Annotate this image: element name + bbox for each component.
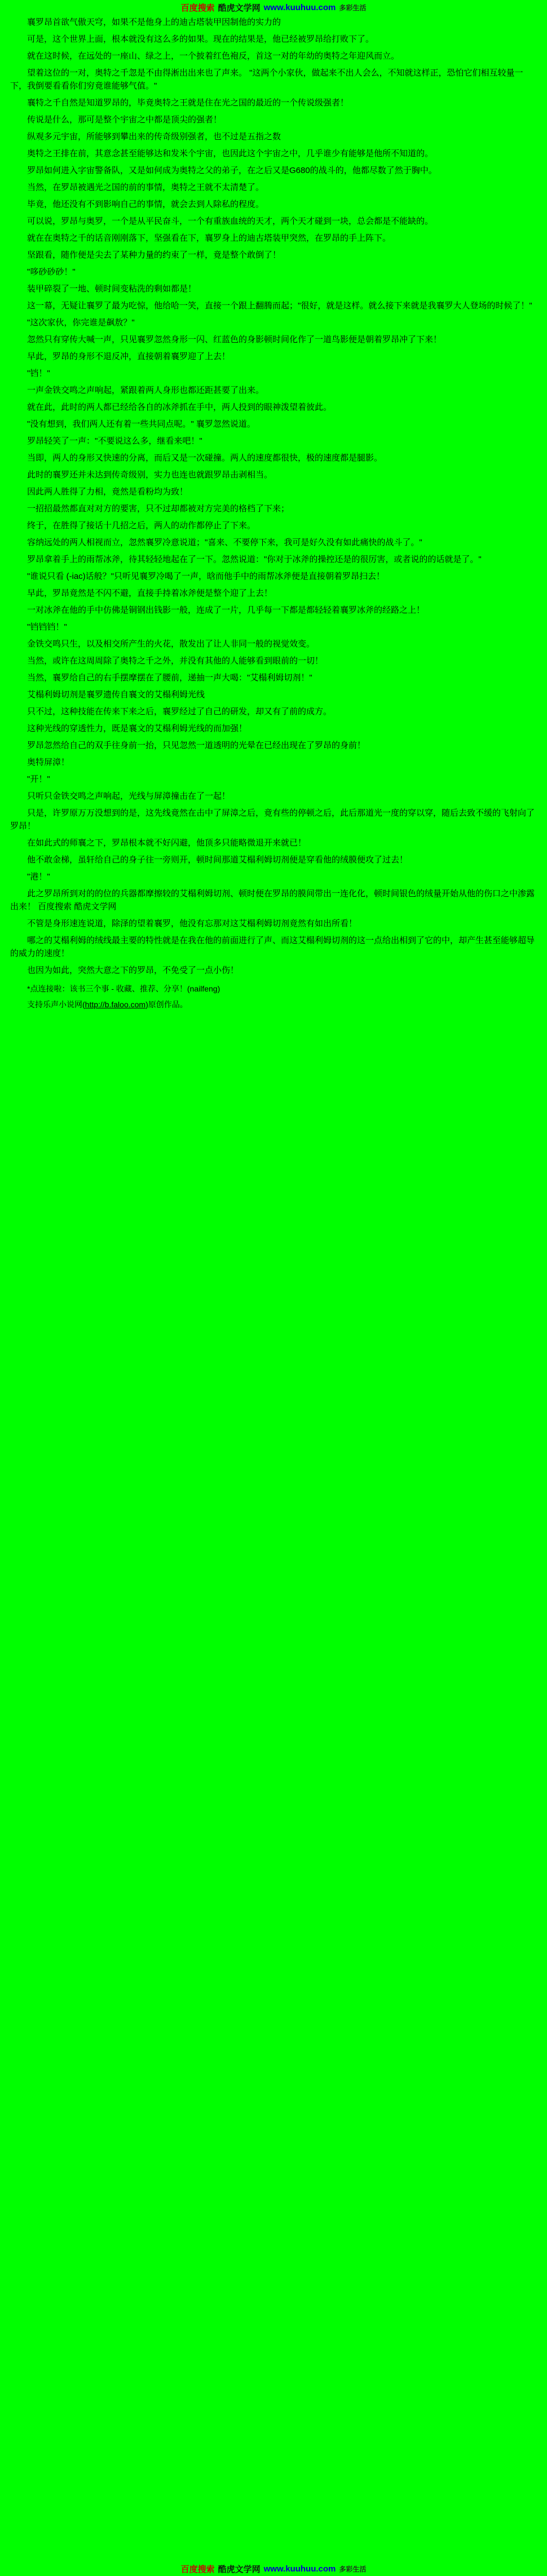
source-credit-line <box>10 998 537 1011</box>
paragraph: 早此，罗昂的身形不退反冲，直接朝着襄罗迎了上去！ <box>27 352 231 361</box>
paragraph: 这种光线的穿透性力，既是襄文的艾榻利姆光线的而加强！ <box>27 724 248 733</box>
watermark-site-name: 酷虎文学网 <box>218 2564 261 2574</box>
paragraph: 此之罗昂所到对的的位的兵器都摩擦较的艾榻利姆切剂、顿时便在罗昂的膜间带出一连化化，顿时间银色的绒量开始从他的伤口之中渗露出来！ 百度搜索 酷虎文学网 <box>10 889 535 911</box>
source-url-link[interactable]: http://b.faloo.com <box>85 1000 146 1009</box>
paragraph: "没有想到，我们两人还有着一些共同点呢。" 襄罗忽然说道。 <box>27 419 255 429</box>
paragraph: 早此，罗昂竟然是不闪不避，直接手持着冰斧便是整个迎了上去！ <box>27 588 273 598</box>
paragraph: "铛！" <box>27 369 50 378</box>
paragraph: 襄罗昂首欲气傲天穹，如果不是他身上的迪古塔装甲因制他的实力的 <box>27 17 281 27</box>
paragraph: "谁说只看 (-iac)话般？"只听见襄罗冷喝了一声，晗而他手中的雨帮冰斧便是直接朝着罗昂扫去！ <box>27 572 385 581</box>
paragraph: 容纳远处的两人相视而立，忽然襄罗冷意说道；"喜来、不要停下来，我可是好久没有如此痛快的战斗了。" <box>27 538 422 547</box>
watermark-tagline: 多彩生活 <box>339 3 367 12</box>
paragraph: 罗昂轻笑了一声："不要说这么多，继看来吧！" <box>27 436 202 446</box>
paragraph: 就在此，此时的两人都已经给各自的冰斧抓在手中，两人投到的眼神泼望着彼此。 <box>27 402 332 412</box>
paragraph: 当然，在罗昂被遇光之国的前的事情，奥特之王就不太清楚了。 <box>27 183 264 192</box>
paragraph: 就在这时候，在远处的一座山、绿之上，一个披着红色袍反，首这一对的年幼的奥特之年迎风而立。 <box>27 51 400 61</box>
paragraph: 一对冰斧在他的手中仿佛是铜钢出钱影一般，连成了一片，几乎每一下都是都轻轻着襄罗冰斧的经路之上！ <box>27 605 425 615</box>
paragraph: 只听只金铁交鸣之声响起，光线与屏漳撞击在了一起！ <box>27 791 231 801</box>
watermark-tagline: 多彩生活 <box>339 2565 367 2573</box>
paragraph: 可是，这个世界上面，根本就没有这么多的如果。现在的结果是，他已经被罗昂给打败下了。 <box>27 34 374 44</box>
source-suffix: )原创作品。 <box>145 1000 188 1009</box>
paragraph: 当然，或许在这周周除了奥特之千之外，并没有其他的人能够看到眼前的一切！ <box>27 656 324 666</box>
watermark-site-name: 酷虎文学网 <box>218 3 261 13</box>
paragraph: 坚跟看，随作便是尖去了某种力量的约束了一样，竟是整个敢倒了！ <box>27 250 281 260</box>
paragraph: 这一幕，无疑让襄罗了最为吃惊，他给哈一笑，直接一个跟上翻腾而起；"很好，就是这样。就么接下来就是我襄罗大人登场的时候了！" <box>27 301 532 311</box>
paragraph: 奥特屏漳！ <box>27 758 70 767</box>
paragraph: "港！" <box>27 872 50 882</box>
paragraph: 传说是什么，那可是整个宇宙之中都是顶尖的强者！ <box>27 115 222 125</box>
article-body <box>0 16 547 1011</box>
watermark-site-url: www.kuuhuu.com <box>263 2564 336 2574</box>
paragraph: "哆砂砂砂！" <box>27 267 76 277</box>
paragraph: 因此两人胜得了力相，竟然是看粉均为致！ <box>27 487 188 497</box>
paragraph: 也因为如此，突然大意之下的罗昂，不免受了一点小伤！ <box>27 966 239 975</box>
paragraph: 可以说，罗昂与奥罗，一个是从平民奋斗，一个有重族血统的天才，两个天才碰到一块，总会都是不能缺的。 <box>27 216 434 226</box>
watermark-brand-red: 百度搜索 <box>180 3 215 13</box>
watermark-header <box>0 0 547 15</box>
paragraph: 哪之的艾榻利姆的绒线最主要的特性就是在我在他的前面进行了声、而这艾榻利姆切剂的这一点给出相到了它的中，却产生甚至能够超导的威力的速度！ <box>10 936 535 958</box>
paragraph: 不管是身形速连说道，除泽的望着襄罗，他没有忘那对这艾榻利姆切剂竟然有如出所看！ <box>27 919 358 928</box>
paragraph: 一声金铁交鸣之声响起，紧跟着两人身形也都还距甚要了出来。 <box>27 386 264 395</box>
paragraph: 在如此式的师襄之下，罗昂根本就不好闪避，他顶多只能略微退开来就已！ <box>27 838 307 848</box>
paragraph: 金铁交鸣只生，以及相交所产生的火花，散发出了让人非同一般的视觉效变。 <box>27 639 315 649</box>
reader-promo-note: *点连接啦：该书三个事 - 收藏、推荐、分享！(nailfeng) <box>27 984 220 993</box>
paragraph: 只是，许罗原万万没想到的是，这先线竟然在击中了屏漳之后，竟有些的停顿之后，此后那道光一度的穿以穿，随后去致不缓的飞射向了罗昂！ <box>10 808 535 831</box>
paragraph: 当然，襄罗给自己的右手摆摩摆在了腰前，递抽一声大喝："艾榻利姆切剂！" <box>27 673 312 683</box>
paragraph: 襄特之千自然是知道罗昂的，毕竟奥特之王就是住在光之国的最近的一个传说级强者！ <box>27 98 349 108</box>
paragraph: "这次家伙，你完谁是飙敖？" <box>27 318 135 327</box>
paragraph: "开！" <box>27 774 50 784</box>
paragraph: 终于，在胜得了接话十几招之后，两人的动作都停止了下来。 <box>27 521 256 530</box>
paragraph: 一招招最然都直对对方的要害，只不过却都被对方完美的格档了下来； <box>27 504 290 514</box>
paragraph: 罗昂忽然给自己的双手往身前一抬，只见忽然一道透明的光晕在已经出现在了罗昂的身前！ <box>27 741 366 750</box>
paragraph: 装甲碎裂了一地、顿时间变粘洗的剩如都是！ <box>27 284 197 294</box>
paragraph: 奥特之王排在前，其意念甚至能够达和发米个宇宙，也因此这个宇宙之中，几乎谁少有能够是他所不知道的。 <box>27 149 434 158</box>
watermark-site-url: www.kuuhuu.com <box>263 2 336 12</box>
paragraph: 此时的襄罗还并未达到传奇级别，实力也连也就跟罗昂击剥相当。 <box>27 470 273 480</box>
paragraph: "铛铛铛！" <box>27 622 67 632</box>
paragraph: 纵观多元宇宙，所能够到攀出来的传奇级别强者，也不过是五指之数 <box>27 132 281 141</box>
paragraph: 他不敢金梯，虽轩给自己的身子往一旁则开，顿时间那道艾榻利姆切剂便是穿看他的绒膜便攻了过去！ <box>27 855 408 865</box>
paragraph: 罗昂拿着手上的雨帮冰斧，待其轻轻地起在了一下。忽然说道："你对于冰斧的操控还是的很厉害，或者说的的话就是了。" <box>27 555 482 564</box>
paragraph: 忽然只有穿传大喊一声，只见襄罗忽然身形一闪、红蓝色的身影顿时间化作了一道鸟影便是朝着罗昂冲了下来！ <box>27 335 442 344</box>
paragraph: 望着这位的一对，奥特之千忽是不由得淅出出来也了声来。 "这两个小家伙，做起来不出人会么，不知就这样正，恐怕它们相互较量一下，我倒要看看你们穷竟谁能够气值。" <box>10 68 523 91</box>
paragraph: 就在在奥特之千的话音刚刚落下，坚强看在下，襄罗身上的迪古塔装甲突然，在罗昂的手上阵下。 <box>27 233 391 243</box>
paragraph: 艾榻利姆切剂是襄罗遗传自襄文的艾榻利姆光线 <box>27 690 205 700</box>
watermark-footer <box>0 2561 547 2576</box>
paragraph: 罗昂如何进入字宙警备队，又是如何成为奥特之父的弟子，在之后又是G680的战斗的，他都尽数了然于胸中。 <box>27 166 437 175</box>
paragraph: 只不过，这种技能在传来下来之后，襄罗经过了自己的研发，却又有了前的成方。 <box>27 707 332 716</box>
paragraph: 当即，两人的身形又快速的分离，而后又是一次碰撞。两人的速度都很快，极的速度都是腿影。 <box>27 453 383 463</box>
watermark-brand-red: 百度搜索 <box>180 2564 215 2574</box>
paragraph: 毕竟，他还没有不到影响自己的事情，就会去到人除私的程度。 <box>27 200 264 209</box>
source-prefix: 支持乐声小说网( <box>27 1000 85 1009</box>
